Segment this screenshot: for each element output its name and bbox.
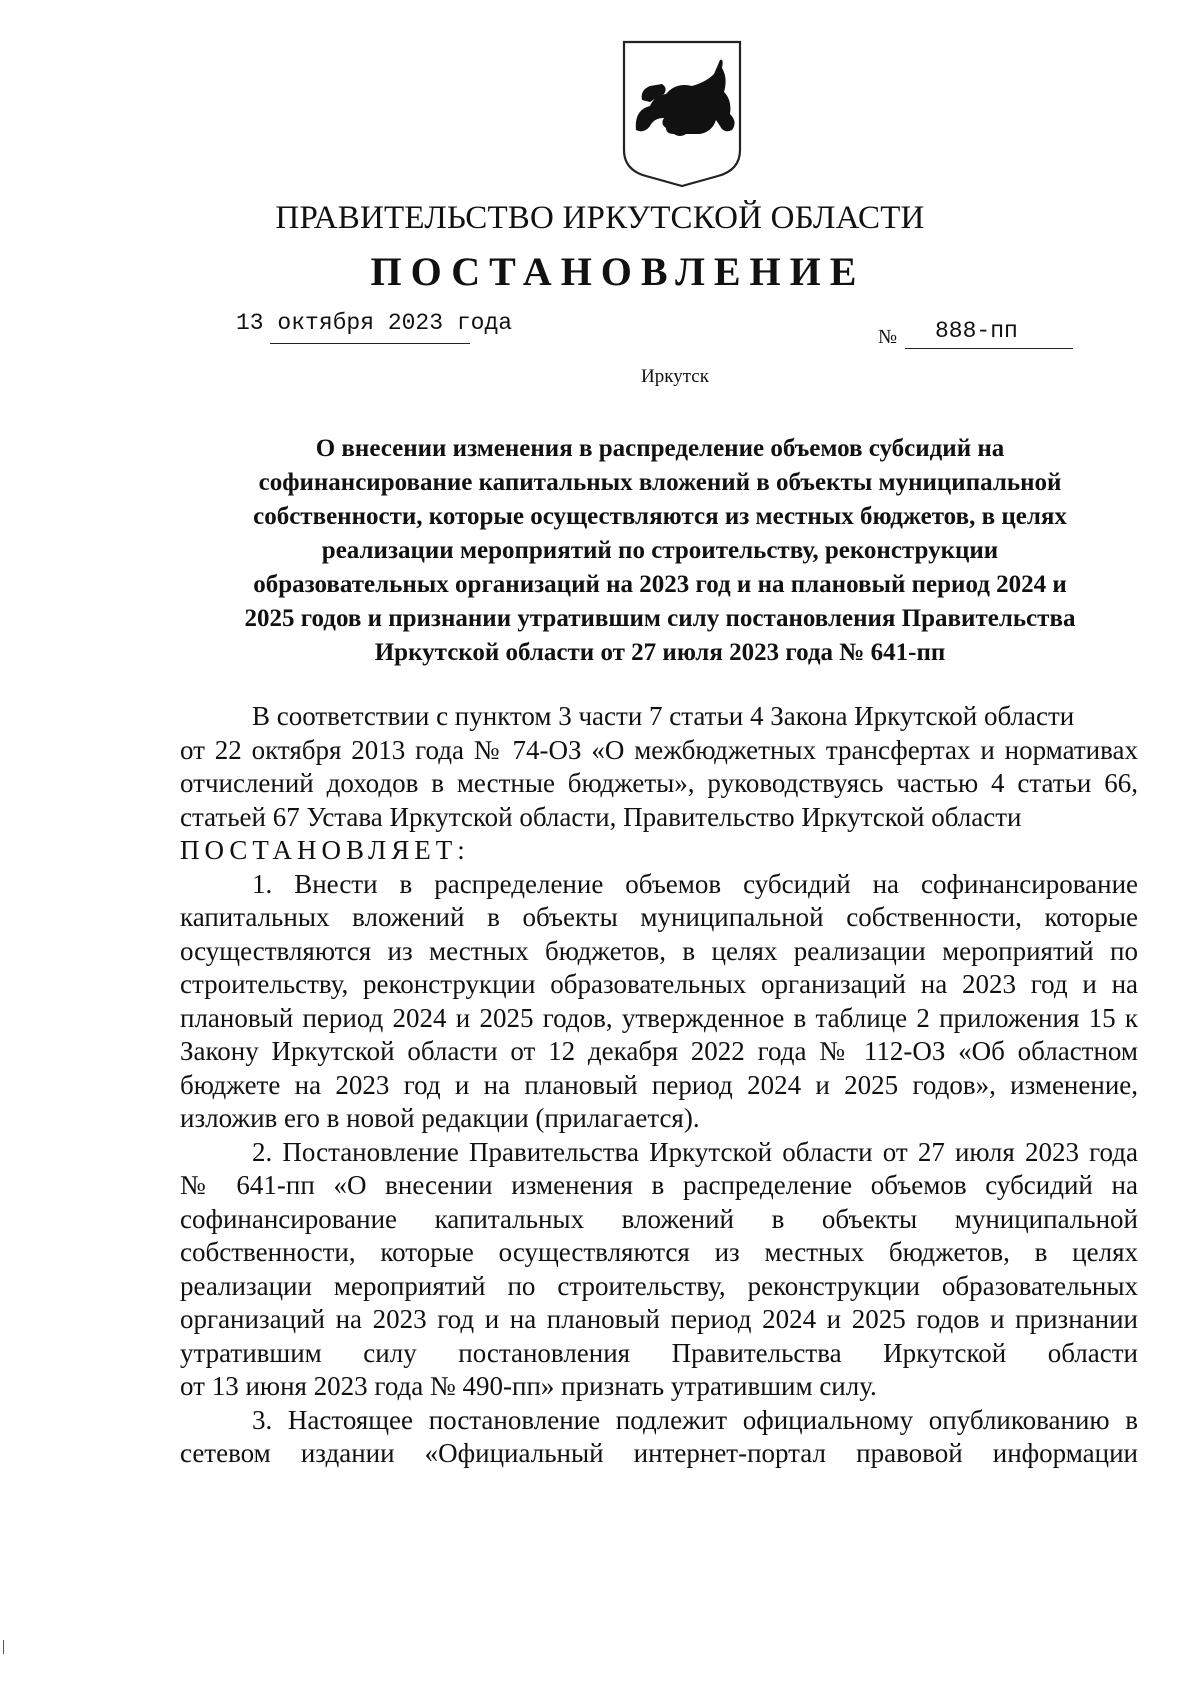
text-line: от 22 октября 2013 года № 74-ОЗ «О межбюджетных трансфертах и нормативах: [180, 734, 1138, 765]
text-line: сетевом издании «Официальный интернет-портал правовой информации: [180, 1438, 1138, 1468]
item-2-paragraph: [180, 1136, 1138, 1404]
organization-name: ПРАВИТЕЛЬСТВО ИРКУТСКОЙ ОБЛАСТИ: [275, 200, 925, 236]
text-line: плановый период 2024 и 2025 годов, утвержденное в таблице 2 приложения 15 к: [180, 1002, 1138, 1033]
title-line: реализации мероприятий по строительству, реконструкции: [321, 537, 999, 564]
title-line: образовательных организаций на 2023 год и на плановый период 2024 и: [253, 571, 1067, 598]
item-3-paragraph: [180, 1404, 1138, 1471]
document-type-heading: ПОСТАНОВЛЕНИЕ: [370, 249, 866, 294]
title-line: О внесении изменения в распределение объемов субсидий на: [315, 435, 1005, 462]
text-line: софинансирование капитальных вложений в объекты муниципальной: [180, 1203, 1138, 1234]
text-line: бюджете на 2023 год и на плановый период 2024 и 2025 годов», изменение,: [180, 1069, 1138, 1100]
text-line: 3. Настоящее постановление подлежит официальному опубликованию в: [252, 1404, 1138, 1435]
text-line: отчислений доходов в местные бюджеты», руководствуясь частью 4 статьи 66,: [180, 768, 1138, 798]
document-title: [180, 432, 1140, 670]
text-line: от 13 июня 2023 года № 490-пп» признать утратившим силу.: [180, 1371, 877, 1401]
text-line: собственности, которые осуществляются из местных бюджетов, в целях: [180, 1237, 1138, 1267]
text-line: капитальных вложений в объекты муниципальной собственности, которые: [180, 902, 1138, 932]
document-date: 13 октября 2023 года: [236, 310, 513, 336]
text-line: 1. Внести в распределение объемов субсидий на софинансирование: [252, 868, 1138, 899]
text-line: реализации мероприятий по строительству, реконструкции образовательных: [180, 1270, 1138, 1301]
document-number: 888-пп: [935, 318, 1018, 344]
title-line: софинансирование капитальных вложений в объекты муниципальной: [258, 469, 1062, 496]
text-line: В соответствии с пунктом 3 части 7 статьи 4 Закона Иркутской области: [252, 701, 1075, 731]
text-line: № 641-пп «О внесении изменения в распределение объемов субсидий на: [180, 1170, 1138, 1200]
text-line: изложив его в новой редакции (прилагается).: [180, 1103, 700, 1133]
text-line: организаций на 2023 год и на плановый период 2024 и 2025 годов и признании: [180, 1304, 1138, 1334]
text-line: Закону Иркутской области от 12 декабря 2022 года № 112-ОЗ «Об областном: [180, 1036, 1138, 1066]
number-underline: [905, 348, 1073, 349]
document-city: Иркутск: [641, 366, 709, 387]
text-line: статьей 67 Устава Иркутской области, Правительство Иркутской области: [180, 801, 1022, 832]
text-line: осуществляются из местных бюджетов, в целях реализации мероприятий по: [180, 935, 1138, 966]
scan-margin-mark: [3, 1640, 4, 1654]
preamble-paragraph: [180, 700, 1138, 834]
text-line: утратившим силу постановления Правительства Иркутской области: [180, 1337, 1138, 1368]
title-line: 2025 годов и признании утратившим силу постановления Правительства: [244, 605, 1076, 632]
title-line: собственности, которые осуществляются из местных бюджетов, в целях: [253, 503, 1067, 530]
date-underline: [270, 343, 470, 344]
decree-word: ПОСТАНОВЛЯЕТ:: [180, 835, 470, 865]
number-sign: №: [878, 326, 898, 348]
title-line: Иркутской области от 27 июля 2023 года № 641-пп: [374, 639, 946, 666]
text-line: 2. Постановление Правительства Иркутской области от 27 июля 2023 года: [252, 1136, 1138, 1167]
text-line: строительству, реконструкции образовательных организаций на 2023 год и на: [180, 969, 1138, 999]
document-body: [180, 700, 1138, 1471]
coat-of-arms-emblem: [620, 38, 744, 188]
item-1-paragraph: [180, 868, 1138, 1136]
